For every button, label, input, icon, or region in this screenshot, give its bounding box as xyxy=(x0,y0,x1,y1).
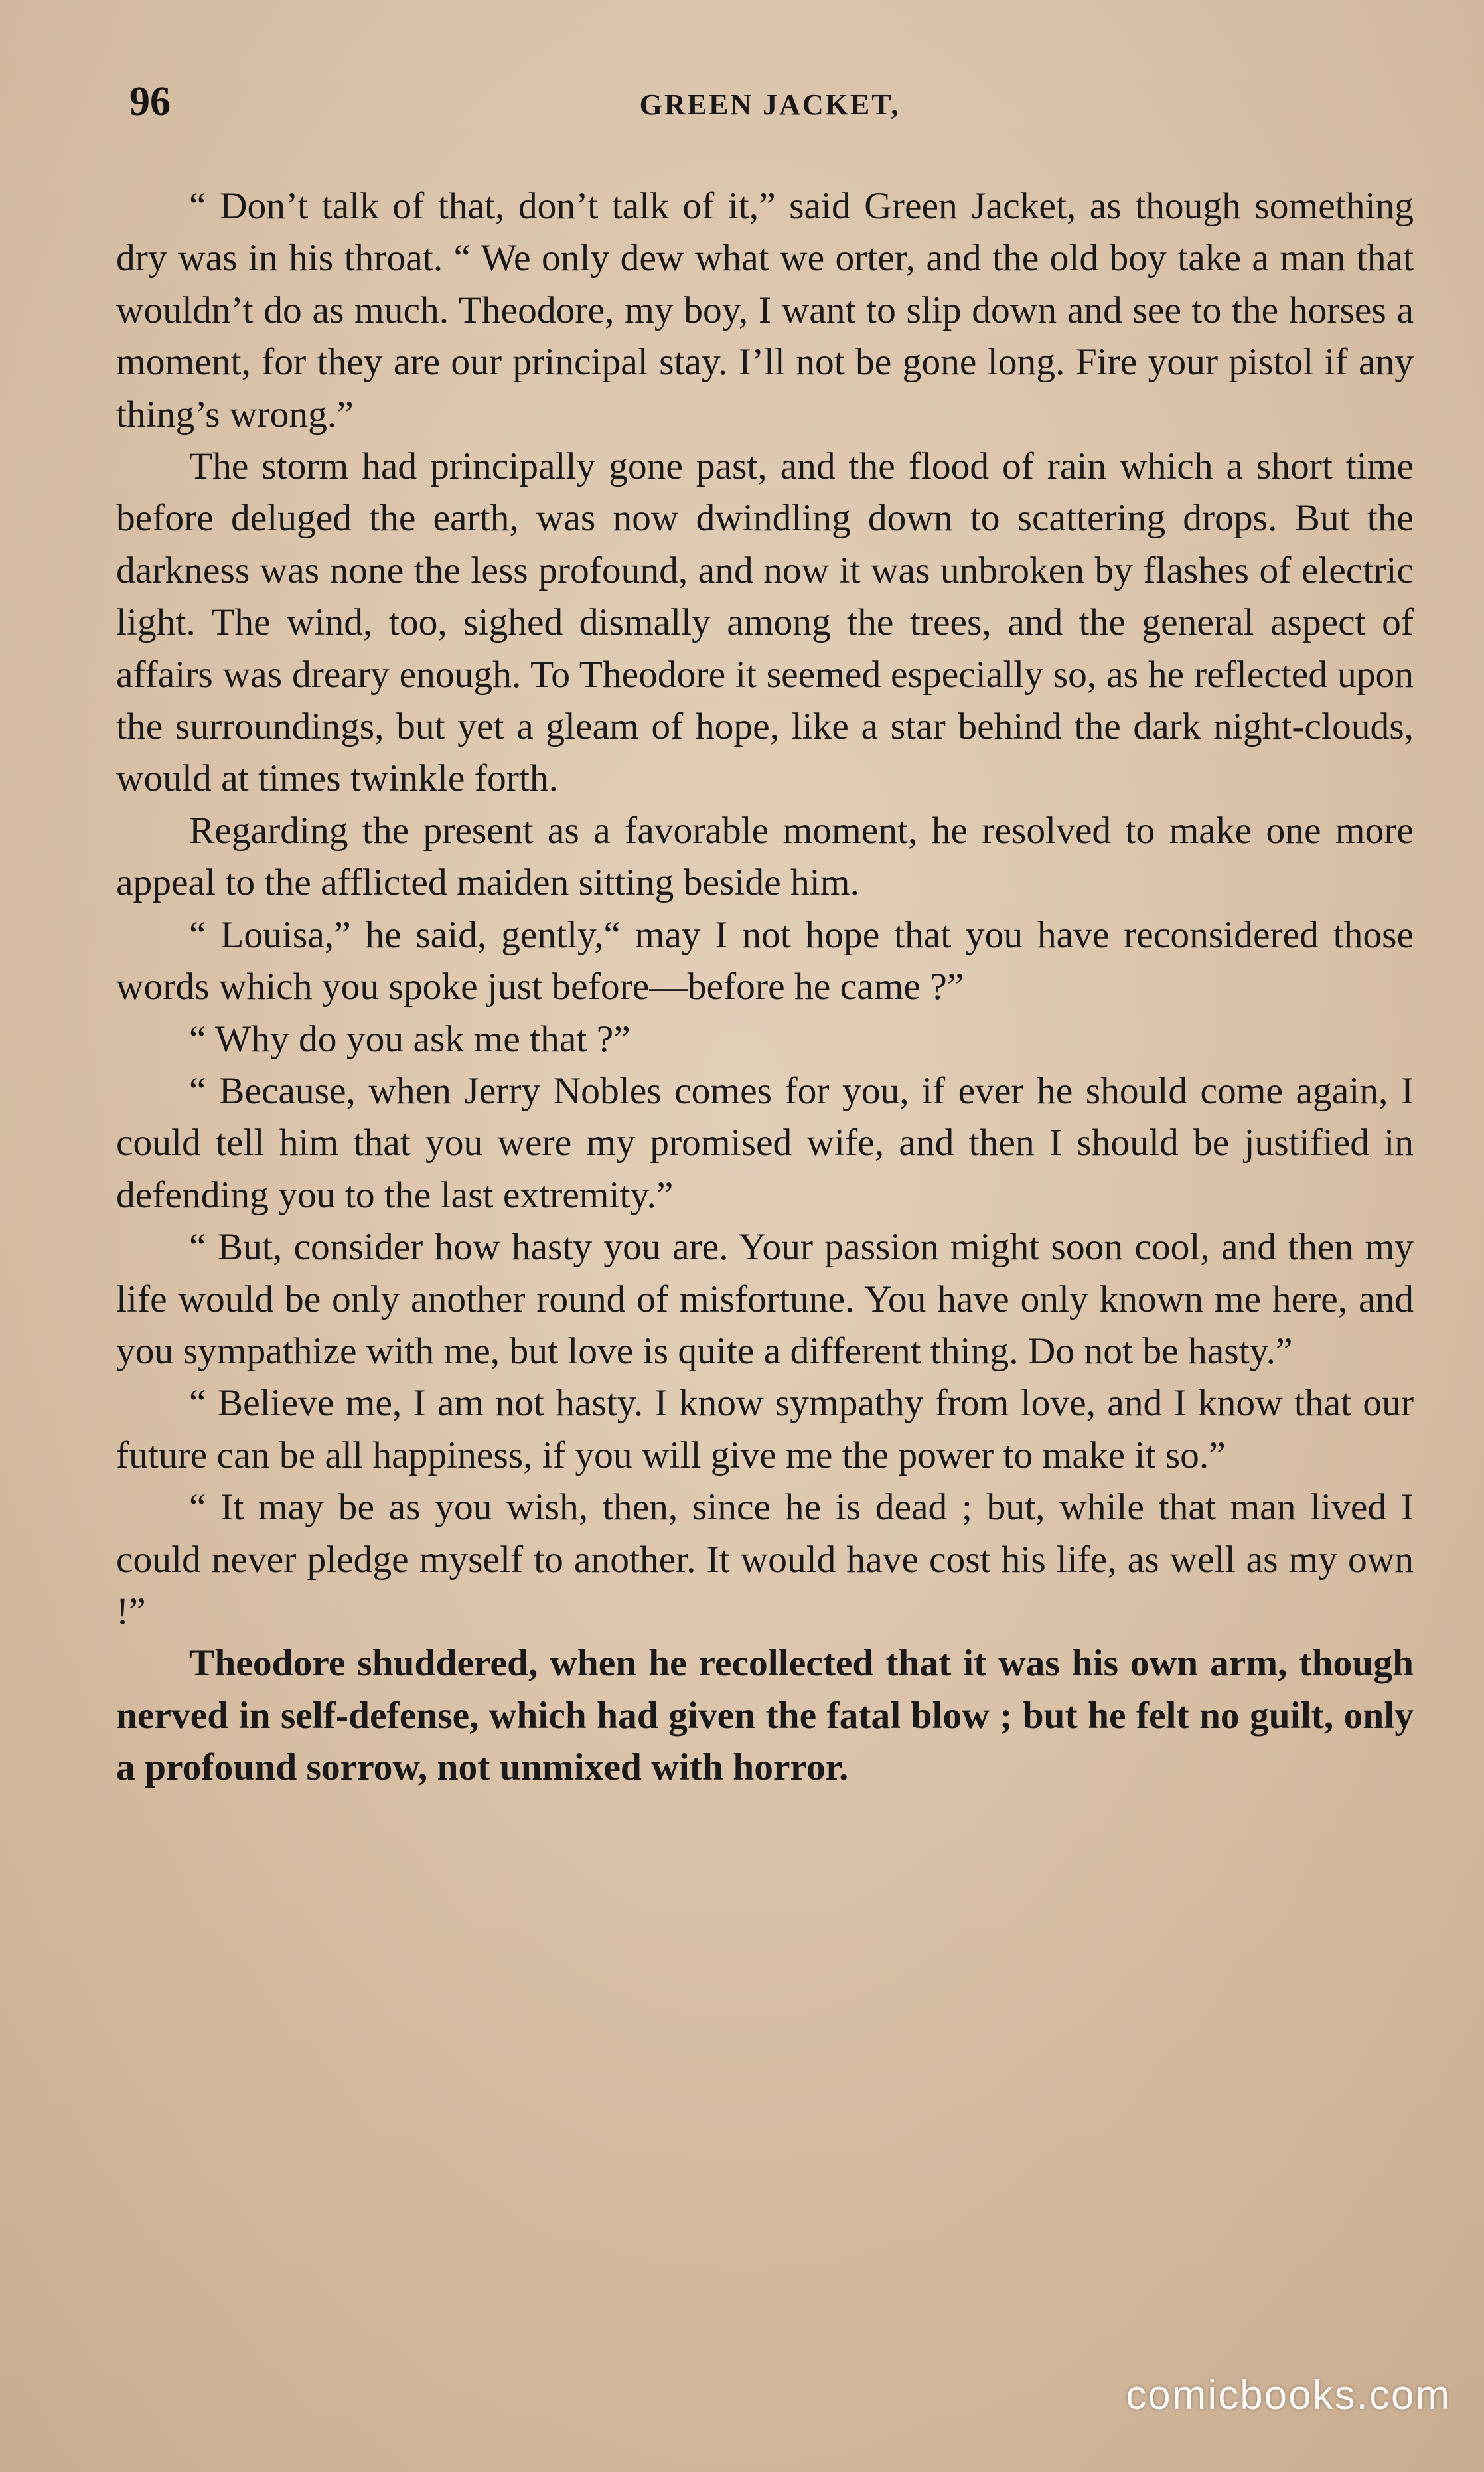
body-text xyxy=(116,181,1414,1794)
paragraph-7: “ But, consider how hasty you are. Your passion might soon cool, and then my life would be only another round of misfortune. You have only known me here, and you sympathize with me, but love is quite a different thing. Do not be hasty.” xyxy=(116,1226,1414,1372)
paragraph-3: Regarding the present as a favorable moment, he resolved to make one more appeal to the afflicted maiden sitting beside him. xyxy=(116,809,1414,904)
paragraph-8: “ Believe me, I am not hasty. I know sympathy from love, and I know that our future can be all happiness, if you will give me the power to make it so.” xyxy=(116,1382,1414,1476)
watermark: comicbooks.com xyxy=(1126,2372,1451,2418)
paragraph-5: “ Why do you ask me that ?” xyxy=(189,1018,631,1060)
paragraph-6: “ Because, when Jerry Nobles comes for you, if ever he should come again, I could tell him that you were my promised wife, and then I should be justified in defending you to the last extremity.” xyxy=(116,1069,1414,1216)
page-number: 96 xyxy=(129,79,171,124)
running-title: GREEN JACKET, xyxy=(639,88,901,121)
page-header xyxy=(129,78,1410,131)
paragraph-10: Theodore shuddered, when he recollected that it was his own arm, though nerved in self-defense, which had given the fatal blow ; but he felt no guilt, only a profound sorrow, not unmixed with horror. xyxy=(116,1642,1414,1789)
paragraph-1: “ Don’t talk of that, don’t talk of it,” said Green Jacket, as though something dry was in his throat. “ We only dew what we orter, and the old boy take a man that wouldn’t do as much. Theodore, my boy, I want to slip down and see to the horses a moment, for they are our principal stay. I’ll not be gone long. Fire your pistol if any thing’s wrong.” xyxy=(116,185,1414,435)
paragraph-9: “ It may be as you wish, then, since he is dead ; but, while that man lived I could never pledge myself to another. It would have cost his life, as well as my own !” xyxy=(116,1486,1414,1632)
paragraph-4: “ Louisa,” he said, gently,“ may I not hope that you have reconsidered those words which you spoke just before—before he came ?” xyxy=(116,913,1414,1008)
paragraph-2: The storm had principally gone past, and the flood of rain which a short time before deluged the earth, was now dwindling down to scattering drops. But the darkness was none the less profound, and now it was unbroken by flashes of electric light. The wind, too, sighed dismally among the trees, and the general aspect of affairs was dreary enough. To Theodore it seemed especially so, as he reflected upon the surroundings, but yet a gleam of hope, like a star behind the dark night-clouds, would at times twinkle forth. xyxy=(116,445,1414,800)
